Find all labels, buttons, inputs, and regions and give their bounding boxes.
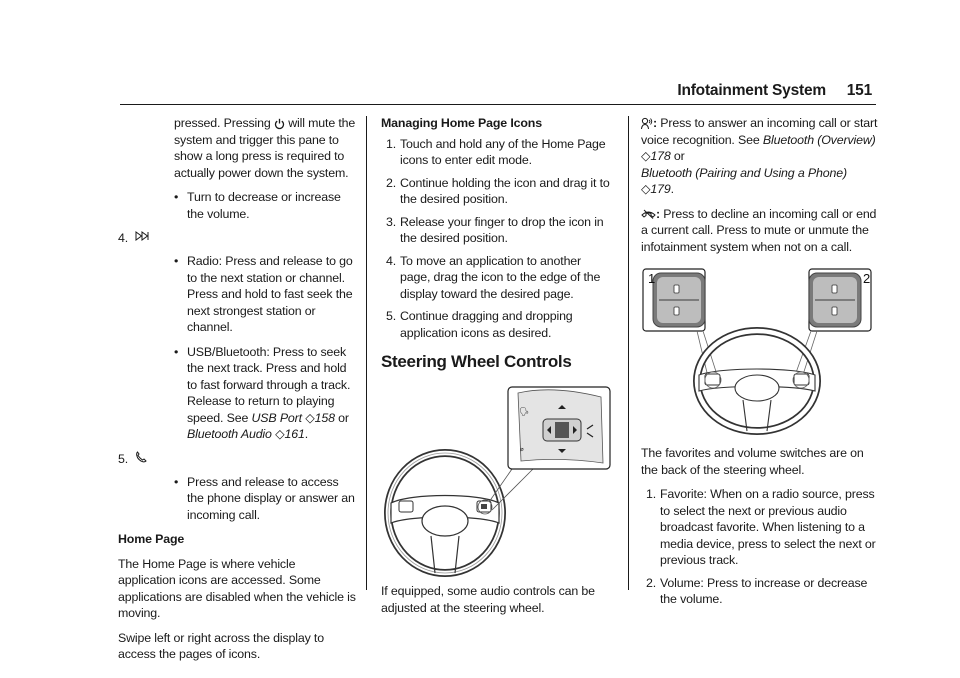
page-ref-icon: ◇: [641, 149, 651, 163]
item-favorite: 1. Favorite: When on a radio source, press to select the next or previous audio broadcast favorite. When listening to a media device, press to select the next or previous track.: [646, 487, 876, 567]
page-number: 151: [846, 82, 872, 99]
bullet-volume: • Turn to decrease or increase the volume.: [174, 190, 341, 221]
end-call-icon: [641, 209, 656, 219]
home-page-heading: Home Page: [118, 532, 185, 546]
usb-port-link[interactable]: USB Port: [251, 410, 302, 425]
column-divider-left: [366, 116, 367, 590]
bluetooth-audio-link[interactable]: Bluetooth Audio: [187, 427, 272, 441]
bullet-usb: • USB/Bluetooth: Press to seek the next track. Press and hold to fast forward through a track. Release to return to playing speed. See USB Port ◇158 or Bluetooth Audio ◇161.: [174, 344, 351, 441]
column-left: [118, 115, 356, 671]
managing-icons-heading: Managing Home Page Icons: [381, 116, 542, 130]
column-divider-right: [628, 116, 629, 590]
step-3: 3. Release your finger to drop the icon in the desired position.: [386, 214, 604, 245]
seek-rocker: [555, 422, 569, 438]
steering-wheel-controls-heading: Steering Wheel Controls: [381, 352, 572, 371]
callout-2: 2: [863, 271, 871, 286]
home-page-paragraph-1: The Home Page is where vehicle application icons are accessed. Some applications are disabled when the vehicle is moving.: [118, 556, 356, 620]
column-middle: [381, 115, 613, 624]
seek-forward-icon: [135, 230, 149, 242]
step-5: 5. Continue dragging and dropping application icons as desired.: [386, 309, 573, 340]
voice-button-icon: 🗣: [519, 407, 530, 416]
left-spoke-control-cluster: [399, 501, 413, 512]
steering-wheel-left-figure: [381, 381, 613, 579]
page-header: [612, 82, 874, 104]
home-page-paragraph-2: Swipe left or right across the display to access the pages of icons.: [118, 630, 324, 661]
favorites-volume-paragraph: The favorites and volume switches are on the back of the steering wheel.: [641, 446, 864, 477]
steering-wheel-hub: [422, 506, 468, 536]
power-continued-paragraph: pressed. Pressing will mute the system and trigger this pane to show a long press is required to actually power down the system.: [174, 116, 356, 180]
end-call-paragraph: : Press to decline an incoming call or end a current call. Press to mute or unmute the infotainment system when not on a call.: [641, 206, 877, 254]
item-volume: 2. Volume: Press to increase or decrease the volume.: [646, 575, 868, 606]
header-rule: [120, 104, 876, 105]
voice-paragraph: : Press to answer an incoming call or start voice recognition. See Bluetooth (Overview) ◇178 or Bluetooth (Pairing and Using a Phone) ◇179.: [641, 116, 878, 196]
push-to-talk-icon: [641, 117, 653, 130]
phone-icon: [135, 451, 147, 463]
step-1: 1. Touch and hold any of the Home Page icons to enter edit mode.: [386, 136, 606, 167]
end-call-button-icon: ⌀: [520, 447, 524, 453]
bluetooth-overview-link[interactable]: Bluetooth (Overview): [762, 132, 876, 147]
item-5-heading: 5.: [118, 451, 356, 468]
bullet-radio: • Radio: Press and release to go to the next station or channel. Press and hold to fast seek the next strongest station or channel.: [174, 254, 353, 334]
steering-wheel-back-figure: [641, 263, 879, 435]
column-right: [641, 115, 879, 614]
item-4-heading: 4.: [118, 230, 356, 247]
bullet-phone: • Press and release to access the phone display or answer an incoming call.: [174, 474, 355, 522]
step-4: 4. To move an application to another page, drag the icon to the edge of the display toward the desired page.: [386, 253, 601, 301]
callout-1: 1: [648, 271, 656, 286]
page-ref-icon: ◇: [641, 182, 651, 196]
steering-wheel-caption: If equipped, some audio controls can be adjusted at the steering wheel.: [381, 584, 595, 615]
section-title: Infotainment System: [677, 82, 826, 99]
step-2: 2. Continue holding the icon and drag it to the desired position.: [386, 175, 610, 206]
bluetooth-pairing-link[interactable]: Bluetooth (Pairing and Using a Phone): [641, 165, 847, 180]
page-ref-icon: ◇: [275, 427, 285, 441]
power-icon: [274, 118, 285, 130]
page-ref-icon: ◇: [305, 410, 315, 425]
